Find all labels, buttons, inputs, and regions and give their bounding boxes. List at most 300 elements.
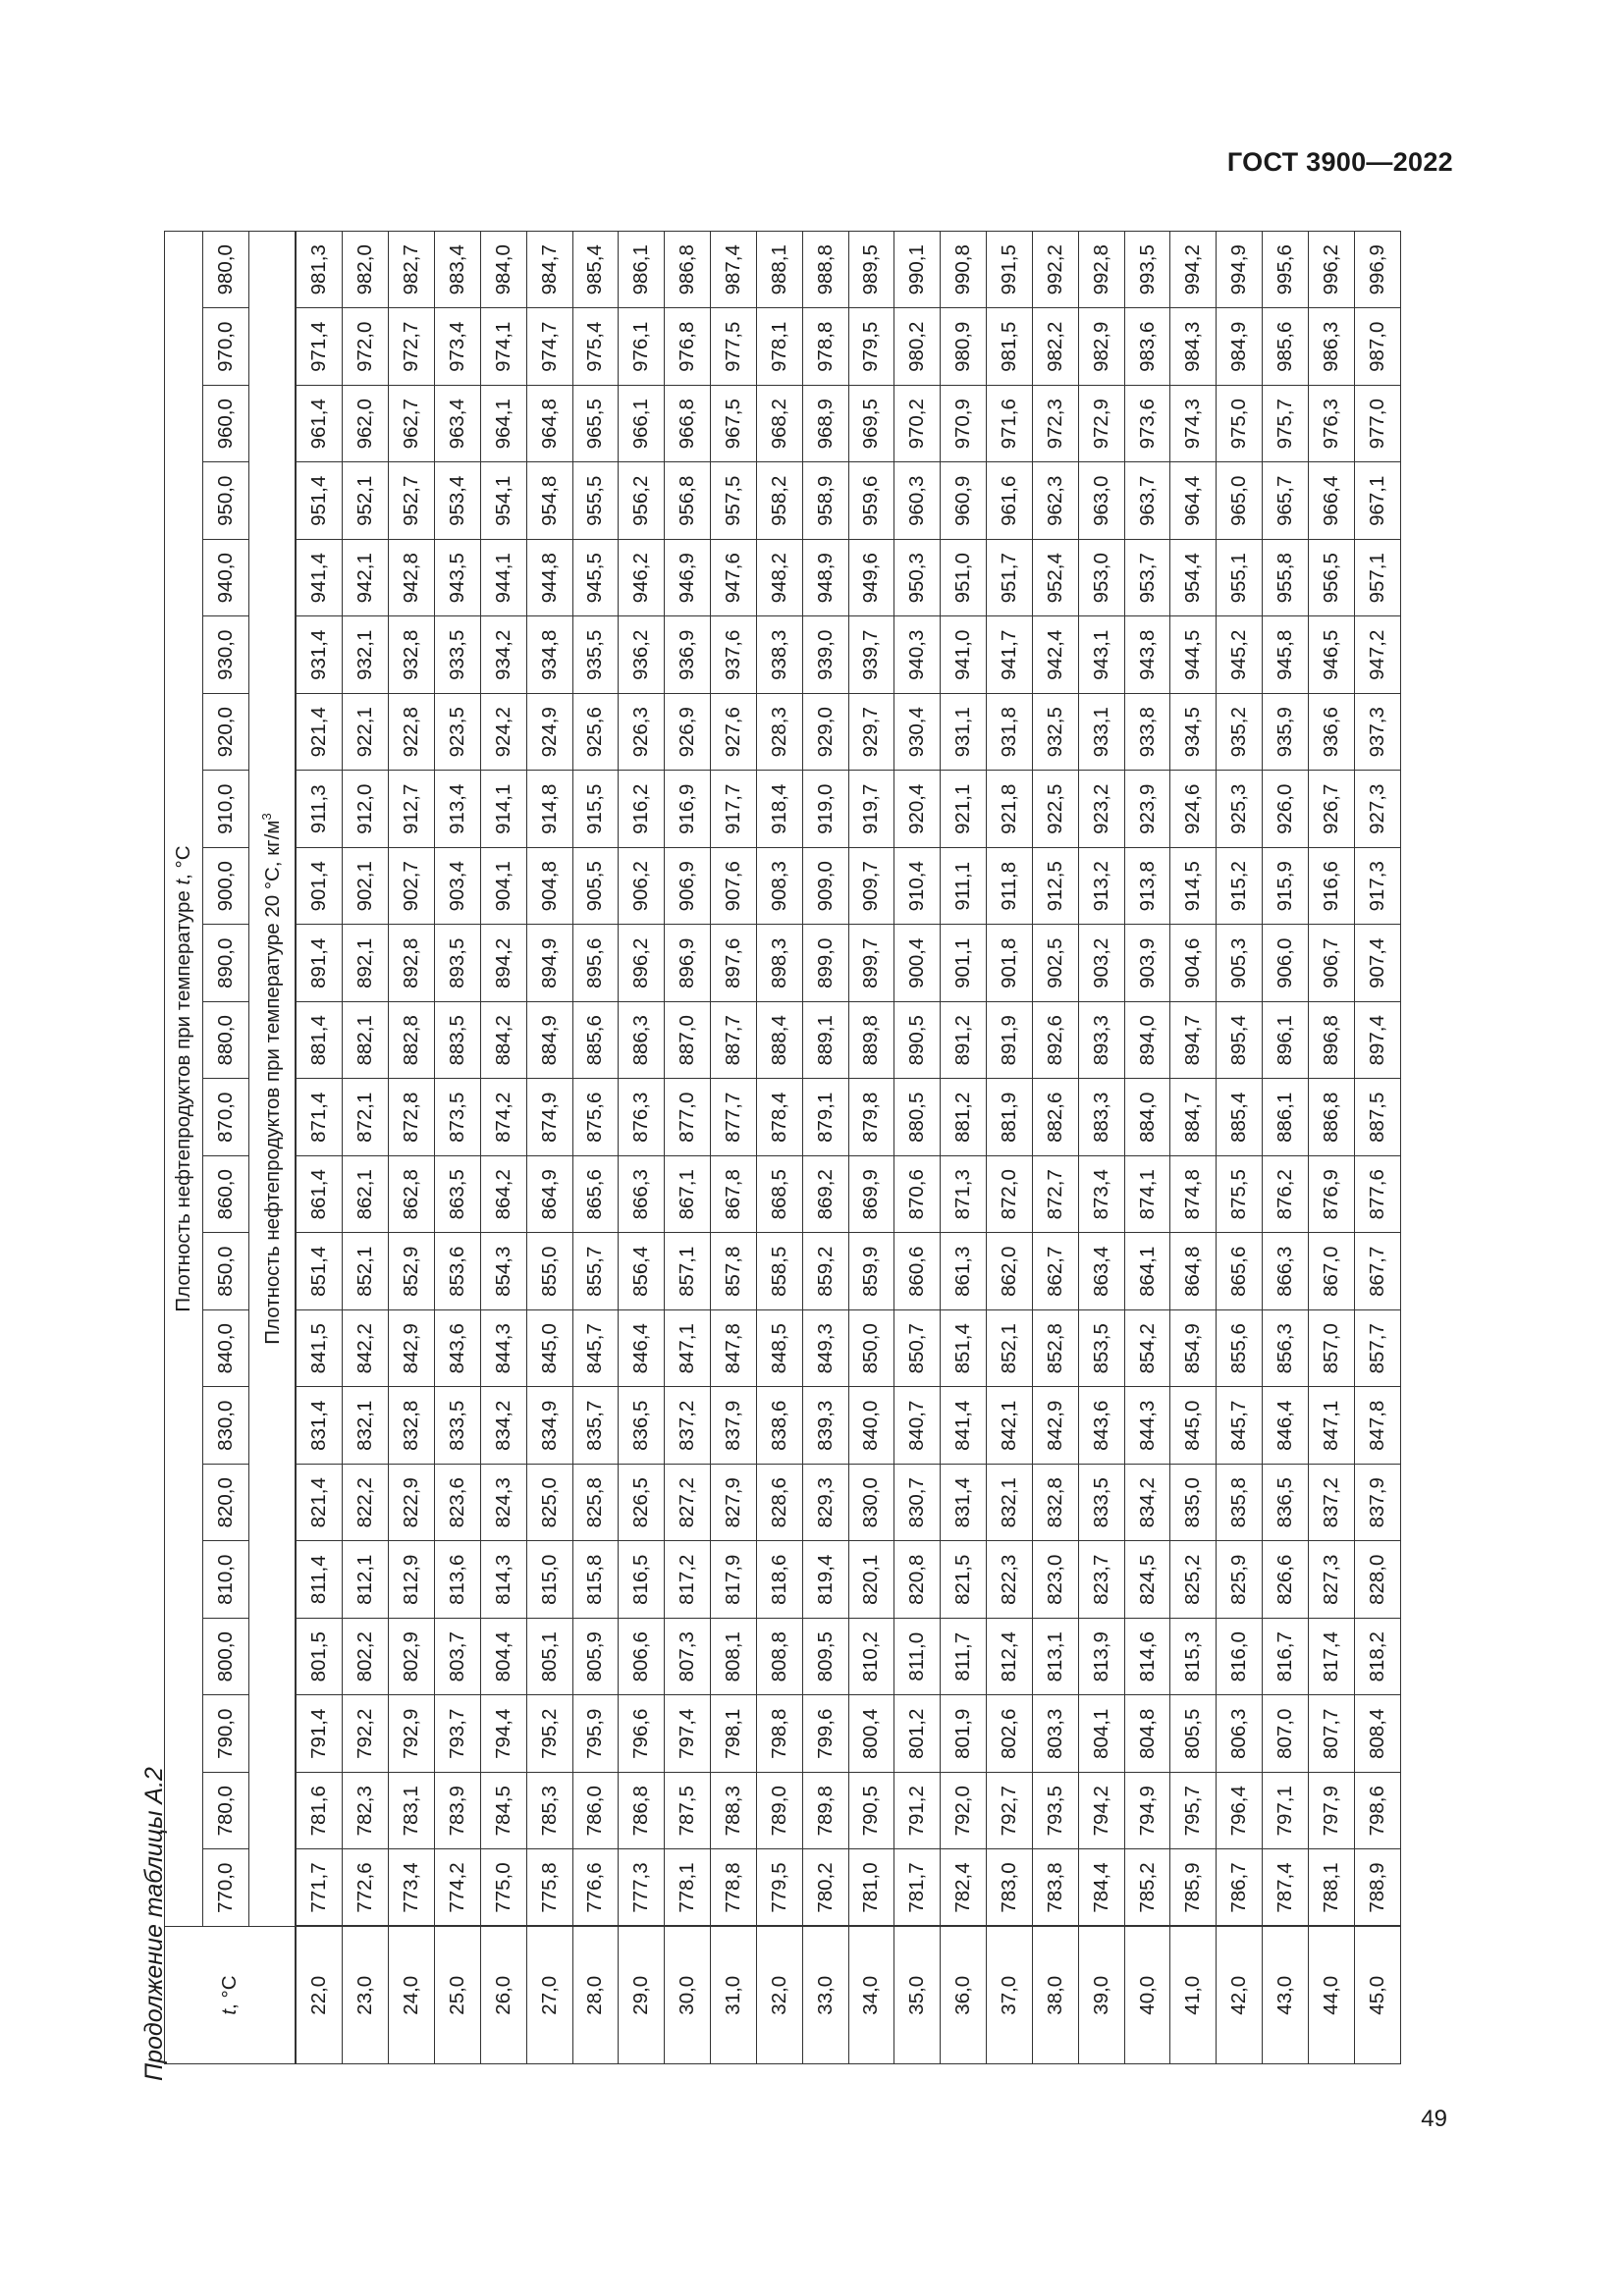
density-cell: 880,5 — [894, 1079, 941, 1156]
density-cell: 991,5 — [987, 232, 1033, 309]
density-cell: 835,7 — [572, 1387, 619, 1465]
density-cell: 916,6 — [1309, 848, 1355, 926]
density-cell: 915,9 — [1263, 848, 1309, 926]
density-cell: 883,5 — [434, 1002, 480, 1080]
density-cell: 789,0 — [756, 1773, 802, 1850]
density-cell: 852,9 — [389, 1233, 435, 1310]
density-cell: 793,5 — [1032, 1773, 1078, 1850]
density-cell: 842,9 — [1032, 1387, 1078, 1465]
density-cell: 907,6 — [711, 848, 757, 926]
density-cell: 966,1 — [619, 386, 665, 463]
density-cell: 799,6 — [802, 1695, 848, 1773]
density-cell: 792,2 — [343, 1695, 389, 1773]
density-cell: 926,3 — [619, 694, 665, 772]
density-cell: 931,1 — [941, 694, 987, 772]
density-cell: 927,6 — [711, 694, 757, 772]
density-cell: 854,3 — [480, 1233, 526, 1310]
density-cell: 952,4 — [1032, 540, 1078, 617]
density-cell: 792,0 — [941, 1773, 987, 1850]
density-cell: 805,5 — [1170, 1695, 1217, 1773]
density-cell: 855,0 — [526, 1233, 572, 1310]
density-cell: 879,8 — [848, 1079, 894, 1156]
density-cell: 807,3 — [665, 1619, 711, 1696]
density-cell: 874,9 — [526, 1079, 572, 1156]
density-cell: 969,5 — [848, 386, 894, 463]
density-cell: 861,4 — [296, 1156, 343, 1234]
density-cell: 781,7 — [894, 1849, 941, 1927]
row-temperature: 37,0 — [987, 1927, 1033, 2064]
density-cell: 970,2 — [894, 386, 941, 463]
density-cell: 907,4 — [1354, 925, 1400, 1002]
density-cell: 915,2 — [1217, 848, 1263, 926]
density-cell: 936,6 — [1309, 694, 1355, 772]
density-cell: 862,1 — [343, 1156, 389, 1234]
density-cell: 912,5 — [1032, 848, 1078, 926]
density-cell: 866,3 — [1263, 1233, 1309, 1310]
density-cell: 877,6 — [1354, 1156, 1400, 1234]
density-cell: 856,4 — [619, 1233, 665, 1310]
density-cell: 897,6 — [711, 925, 757, 1002]
density-cell: 974,7 — [526, 308, 572, 386]
density-cell: 842,2 — [343, 1310, 389, 1388]
density-cell: 847,8 — [711, 1310, 757, 1388]
density-cell: 901,4 — [296, 848, 343, 926]
density-cell: 785,2 — [1124, 1849, 1170, 1927]
density-cell: 995,6 — [1263, 232, 1309, 309]
row-temperature: 45,0 — [1354, 1927, 1400, 2064]
density-cell: 979,5 — [848, 308, 894, 386]
density-cell: 973,6 — [1124, 386, 1170, 463]
density-cell: 936,9 — [665, 616, 711, 694]
density-cell: 854,9 — [1170, 1310, 1217, 1388]
density-cell: 883,3 — [1078, 1079, 1124, 1156]
density-cell: 954,8 — [526, 462, 572, 540]
density-cell: 894,9 — [526, 925, 572, 1002]
density-cell: 904,8 — [526, 848, 572, 926]
density-cell: 982,2 — [1032, 308, 1078, 386]
density-cell: 832,1 — [343, 1387, 389, 1465]
density-cell: 841,5 — [296, 1310, 343, 1388]
row-temperature: 35,0 — [894, 1927, 941, 2064]
density-cell: 842,1 — [987, 1387, 1033, 1465]
density-cell: 993,5 — [1124, 232, 1170, 309]
density-cell: 933,8 — [1124, 694, 1170, 772]
density-cell: 846,4 — [619, 1310, 665, 1388]
density-cell: 786,8 — [619, 1773, 665, 1850]
density-cell: 837,2 — [1309, 1465, 1355, 1542]
density-cell: 924,9 — [526, 694, 572, 772]
density-cell: 896,8 — [1309, 1002, 1355, 1080]
density-cell: 896,9 — [665, 925, 711, 1002]
density-cell: 802,2 — [343, 1619, 389, 1696]
density-cell: 801,5 — [296, 1619, 343, 1696]
density-cell: 892,1 — [343, 925, 389, 1002]
density-cell: 871,3 — [941, 1156, 987, 1234]
density-cell: 792,7 — [987, 1773, 1033, 1850]
density-cell: 827,2 — [665, 1465, 711, 1542]
density-cell: 867,8 — [711, 1156, 757, 1234]
density-cell: 822,3 — [987, 1541, 1033, 1619]
density-cell: 951,4 — [296, 462, 343, 540]
row-temperature: 44,0 — [1309, 1927, 1355, 2064]
density-cell: 857,0 — [1309, 1310, 1355, 1388]
density-cell: 820,8 — [894, 1541, 941, 1619]
density-cell: 980,9 — [941, 308, 987, 386]
density-cell: 827,9 — [711, 1465, 757, 1542]
row-head-label: t, °C — [165, 1927, 297, 2064]
density-cell: 795,7 — [1170, 1773, 1217, 1850]
density-cell: 920,4 — [894, 771, 941, 848]
density-cell: 862,8 — [389, 1156, 435, 1234]
density-cell: 834,9 — [526, 1387, 572, 1465]
density-cell: 804,4 — [480, 1619, 526, 1696]
density-cell: 931,8 — [987, 694, 1033, 772]
density-cell: 823,7 — [1078, 1541, 1124, 1619]
density-cell: 835,0 — [1170, 1465, 1217, 1542]
density-cell: 943,5 — [434, 540, 480, 617]
density-cell: 956,8 — [665, 462, 711, 540]
density-cell: 836,5 — [1263, 1465, 1309, 1542]
density-cell: 917,3 — [1354, 848, 1400, 926]
density-cell: 868,5 — [756, 1156, 802, 1234]
density-cell: 988,1 — [756, 232, 802, 309]
density-cell: 922,8 — [389, 694, 435, 772]
density-cell: 943,1 — [1078, 616, 1124, 694]
density-cell: 857,1 — [665, 1233, 711, 1310]
density-cell: 986,1 — [619, 232, 665, 309]
table-row — [480, 232, 526, 2064]
density-cell: 840,0 — [848, 1387, 894, 1465]
density-cell: 875,6 — [572, 1079, 619, 1156]
density-cell: 923,5 — [434, 694, 480, 772]
row-temperature: 43,0 — [1263, 1927, 1309, 2064]
density-cell: 893,5 — [434, 925, 480, 1002]
density-cell: 976,3 — [1309, 386, 1355, 463]
density-cell: 772,6 — [343, 1849, 389, 1927]
density-cell: 808,4 — [1354, 1695, 1400, 1773]
density-cell: 808,8 — [756, 1619, 802, 1696]
density-cell: 778,8 — [711, 1849, 757, 1927]
density-cell: 845,7 — [1217, 1387, 1263, 1465]
density-cell: 886,1 — [1263, 1079, 1309, 1156]
density-cell: 797,9 — [1309, 1773, 1355, 1850]
rotated-table-container — [164, 231, 1401, 2064]
density-cell: 953,4 — [434, 462, 480, 540]
density-cell: 886,3 — [619, 1002, 665, 1080]
density-cell: 809,5 — [802, 1619, 848, 1696]
density-cell: 881,4 — [296, 1002, 343, 1080]
density-cell: 803,3 — [1032, 1695, 1078, 1773]
density-cell: 855,6 — [1217, 1310, 1263, 1388]
table-row — [619, 232, 665, 2064]
density-cell: 785,3 — [526, 1773, 572, 1850]
density-cell: 798,8 — [756, 1695, 802, 1773]
density-cell: 875,5 — [1217, 1156, 1263, 1234]
row-temperature: 28,0 — [572, 1927, 619, 2064]
density-cell: 820,1 — [848, 1541, 894, 1619]
density-cell: 884,0 — [1124, 1079, 1170, 1156]
density-cell: 971,4 — [296, 308, 343, 386]
table-row — [526, 232, 572, 2064]
density-cell: 986,3 — [1309, 308, 1355, 386]
density-cell: 794,9 — [1124, 1773, 1170, 1850]
column-header: 900,0 — [203, 848, 249, 926]
density-cell: 922,1 — [343, 694, 389, 772]
density-cell: 926,7 — [1309, 771, 1355, 848]
density-cell: 814,3 — [480, 1541, 526, 1619]
column-header: 890,0 — [203, 925, 249, 1002]
density-cell: 959,6 — [848, 462, 894, 540]
density-cell: 886,8 — [1309, 1079, 1355, 1156]
density-cell: 801,9 — [941, 1695, 987, 1773]
density-cell: 816,0 — [1217, 1619, 1263, 1696]
density-cell: 982,7 — [389, 232, 435, 309]
density-cell: 984,9 — [1217, 308, 1263, 386]
column-header: 930,0 — [203, 616, 249, 694]
density-cell: 874,8 — [1170, 1156, 1217, 1234]
row-temperature: 39,0 — [1078, 1927, 1124, 2064]
density-cell: 911,1 — [941, 848, 987, 926]
density-cell: 838,6 — [756, 1387, 802, 1465]
density-cell: 780,2 — [802, 1849, 848, 1927]
density-cell: 916,2 — [619, 771, 665, 848]
density-cell: 865,6 — [1217, 1233, 1263, 1310]
table-row — [434, 232, 480, 2064]
density-cell: 825,8 — [572, 1465, 619, 1542]
density-cell: 919,7 — [848, 771, 894, 848]
density-cell: 777,3 — [619, 1849, 665, 1927]
density-cell: 787,4 — [1263, 1849, 1309, 1927]
density-cell: 962,0 — [343, 386, 389, 463]
column-header: 780,0 — [203, 1773, 249, 1850]
density-cell: 856,3 — [1263, 1310, 1309, 1388]
row-temperature: 29,0 — [619, 1927, 665, 2064]
density-cell: 904,6 — [1170, 925, 1217, 1002]
density-cell: 882,1 — [343, 1002, 389, 1080]
density-cell: 890,5 — [894, 1002, 941, 1080]
density-cell: 980,2 — [894, 308, 941, 386]
density-cell: 960,9 — [941, 462, 987, 540]
density-cell: 805,1 — [526, 1619, 572, 1696]
density-cell: 804,8 — [1124, 1695, 1170, 1773]
density-cell: 961,4 — [296, 386, 343, 463]
density-cell: 819,4 — [802, 1541, 848, 1619]
density-cell: 816,7 — [1263, 1619, 1309, 1696]
density-cell: 949,6 — [848, 540, 894, 617]
density-cell: 972,7 — [389, 308, 435, 386]
density-cell: 946,5 — [1309, 616, 1355, 694]
density-cell: 784,5 — [480, 1773, 526, 1850]
density-cell: 906,7 — [1309, 925, 1355, 1002]
density-cell: 848,5 — [756, 1310, 802, 1388]
density-cell: 884,2 — [480, 1002, 526, 1080]
density-cell: 852,1 — [987, 1310, 1033, 1388]
density-cell: 831,4 — [941, 1465, 987, 1542]
density-cell: 873,4 — [1078, 1156, 1124, 1234]
density-cell: 857,8 — [711, 1233, 757, 1310]
density-cell: 947,2 — [1354, 616, 1400, 694]
column-header: 940,0 — [203, 540, 249, 617]
row-temperature: 38,0 — [1032, 1927, 1078, 2064]
density-cell: 892,6 — [1032, 1002, 1078, 1080]
density-cell: 923,2 — [1078, 771, 1124, 848]
density-cell: 905,5 — [572, 848, 619, 926]
density-cell: 817,4 — [1309, 1619, 1355, 1696]
density-cell: 834,2 — [480, 1387, 526, 1465]
density-cell: 977,0 — [1354, 386, 1400, 463]
density-cell: 782,4 — [941, 1849, 987, 1927]
density-cell: 954,4 — [1170, 540, 1217, 617]
density-cell: 985,6 — [1263, 308, 1309, 386]
density-cell: 950,3 — [894, 540, 941, 617]
density-cell: 896,2 — [619, 925, 665, 1002]
density-cell: 864,9 — [526, 1156, 572, 1234]
density-cell: 967,1 — [1354, 462, 1400, 540]
density-cell: 828,0 — [1354, 1541, 1400, 1619]
density-cell: 974,3 — [1170, 386, 1217, 463]
density-cell: 910,4 — [894, 848, 941, 926]
density-cell: 933,5 — [434, 616, 480, 694]
row-temperature: 40,0 — [1124, 1927, 1170, 2064]
density-cell: 929,7 — [848, 694, 894, 772]
density-cell: 811,0 — [894, 1619, 941, 1696]
density-cell: 960,3 — [894, 462, 941, 540]
density-cell: 923,9 — [1124, 771, 1170, 848]
density-cell: 904,1 — [480, 848, 526, 926]
density-cell: 840,7 — [894, 1387, 941, 1465]
density-cell: 827,3 — [1309, 1541, 1355, 1619]
density-cell: 864,2 — [480, 1156, 526, 1234]
column-header: 820,0 — [203, 1465, 249, 1542]
density-cell: 779,5 — [756, 1849, 802, 1927]
density-cell: 873,5 — [434, 1079, 480, 1156]
density-cell: 989,5 — [848, 232, 894, 309]
density-cell: 774,2 — [434, 1849, 480, 1927]
density-cell: 828,6 — [756, 1465, 802, 1542]
density-cell: 905,3 — [1217, 925, 1263, 1002]
density-cell: 954,1 — [480, 462, 526, 540]
density-cell: 981,3 — [296, 232, 343, 309]
density-cell: 858,5 — [756, 1233, 802, 1310]
density-cell: 872,7 — [1032, 1156, 1078, 1234]
density-cell: 825,0 — [526, 1465, 572, 1542]
density-cell: 839,3 — [802, 1387, 848, 1465]
density-cell: 793,7 — [434, 1695, 480, 1773]
document-code: ГОСТ 3900—2022 — [1226, 147, 1453, 177]
density-cell: 965,5 — [572, 386, 619, 463]
density-cell: 975,7 — [1263, 386, 1309, 463]
table-row — [987, 232, 1033, 2064]
density-cell: 966,8 — [665, 386, 711, 463]
density-cell: 953,0 — [1078, 540, 1124, 617]
density-cell: 925,6 — [572, 694, 619, 772]
density-cell: 902,5 — [1032, 925, 1078, 1002]
density-cell: 832,8 — [389, 1387, 435, 1465]
density-cell: 963,7 — [1124, 462, 1170, 540]
density-cell: 792,9 — [389, 1695, 435, 1773]
density-cell: 863,5 — [434, 1156, 480, 1234]
density-cell: 958,2 — [756, 462, 802, 540]
density-cell: 948,9 — [802, 540, 848, 617]
row-temperature: 27,0 — [526, 1927, 572, 2064]
density-cell: 786,7 — [1217, 1849, 1263, 1927]
density-cell: 983,6 — [1124, 308, 1170, 386]
density-cell: 805,9 — [572, 1619, 619, 1696]
density-cell: 935,9 — [1263, 694, 1309, 772]
density-cell: 867,1 — [665, 1156, 711, 1234]
density-cell: 994,2 — [1170, 232, 1217, 309]
density-cell: 791,4 — [296, 1695, 343, 1773]
table-row — [296, 232, 343, 2064]
density-cell: 811,7 — [941, 1619, 987, 1696]
density-cell: 872,8 — [389, 1079, 435, 1156]
density-cell: 911,8 — [987, 848, 1033, 926]
density-cell: 863,4 — [1078, 1233, 1124, 1310]
density-cell: 812,4 — [987, 1619, 1033, 1696]
density-cell: 968,2 — [756, 386, 802, 463]
density-cell: 864,8 — [1170, 1233, 1217, 1310]
column-header: 770,0 — [203, 1849, 249, 1927]
density-cell: 911,3 — [296, 771, 343, 848]
density-cell: 806,3 — [1217, 1695, 1263, 1773]
density-cell: 802,6 — [987, 1695, 1033, 1773]
density-cell: 812,9 — [389, 1541, 435, 1619]
table-row — [894, 232, 941, 2064]
density-cell: 912,7 — [389, 771, 435, 848]
table-row — [1354, 232, 1400, 2064]
density-cell: 987,0 — [1354, 308, 1400, 386]
density-cell: 845,0 — [526, 1310, 572, 1388]
density-cell: 983,4 — [434, 232, 480, 309]
table-row — [848, 232, 894, 2064]
density-cell: 885,4 — [1217, 1079, 1263, 1156]
density-cell: 902,7 — [389, 848, 435, 926]
density-cell: 908,3 — [756, 848, 802, 926]
density-cell: 797,1 — [1263, 1773, 1309, 1850]
density-cell: 790,5 — [848, 1773, 894, 1850]
density-cell: 906,2 — [619, 848, 665, 926]
density-cell: 894,0 — [1124, 1002, 1170, 1080]
density-cell: 775,8 — [526, 1849, 572, 1927]
density-cell: 964,4 — [1170, 462, 1217, 540]
density-cell: 847,8 — [1354, 1387, 1400, 1465]
density-cell: 783,1 — [389, 1773, 435, 1850]
density-cell: 934,5 — [1170, 694, 1217, 772]
density-cell: 901,1 — [941, 925, 987, 1002]
density-cell: 895,4 — [1217, 1002, 1263, 1080]
density-cell: 803,7 — [434, 1619, 480, 1696]
row-temperature: 25,0 — [434, 1927, 480, 2064]
column-header: 870,0 — [203, 1079, 249, 1156]
density-cell: 870,6 — [894, 1156, 941, 1234]
row-temperature: 24,0 — [389, 1927, 435, 2064]
density-cell: 891,2 — [941, 1002, 987, 1080]
density-cell: 925,3 — [1217, 771, 1263, 848]
density-cell: 932,8 — [389, 616, 435, 694]
density-cell: 884,9 — [526, 1002, 572, 1080]
density-cell: 972,3 — [1032, 386, 1078, 463]
density-cell: 822,9 — [389, 1465, 435, 1542]
density-cell: 866,3 — [619, 1156, 665, 1234]
row-temperature: 31,0 — [711, 1927, 757, 2064]
density-cell: 952,7 — [389, 462, 435, 540]
column-header: 920,0 — [203, 694, 249, 772]
row-temperature: 26,0 — [480, 1927, 526, 2064]
table-row — [756, 232, 802, 2064]
density-cell: 937,3 — [1354, 694, 1400, 772]
density-cell: 823,6 — [434, 1465, 480, 1542]
density-cell: 823,0 — [1032, 1541, 1078, 1619]
